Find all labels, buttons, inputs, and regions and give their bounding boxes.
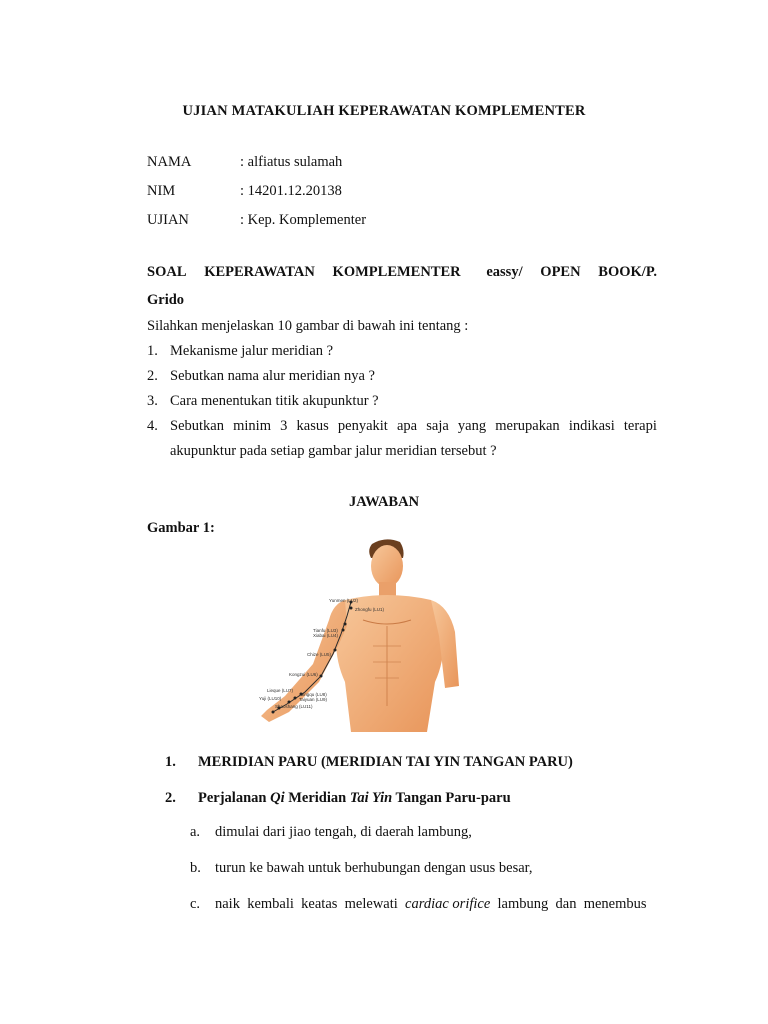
soal-word: OPEN bbox=[540, 264, 581, 280]
nama-label: NAMA bbox=[147, 154, 192, 170]
point-label: Shaoshang (LU11) bbox=[275, 704, 313, 709]
sub-item-label: b. bbox=[190, 860, 201, 876]
sub-item-text: dimulai dari jiao tengah, di daerah lambung, bbox=[215, 824, 472, 840]
nim-label: NIM bbox=[147, 183, 176, 199]
question-word: apa bbox=[396, 418, 418, 434]
point-label: Tianfu (LU3) bbox=[313, 628, 338, 633]
ujian-label: UJIAN bbox=[147, 212, 189, 228]
point-label: Jingqu (LU8) bbox=[301, 692, 327, 697]
soal-intro: Silahkan menjelaskan 10 gambar di bawah ini tentang : bbox=[147, 318, 469, 334]
question-number: 4. bbox=[147, 418, 158, 434]
point-label: Lieque (LU7) bbox=[267, 688, 294, 693]
sub-item-label: c. bbox=[190, 896, 201, 912]
question-text bbox=[170, 418, 657, 435]
point-label: Xiabai (LU4) bbox=[313, 633, 339, 638]
question-word: Sebutkan bbox=[170, 418, 224, 434]
question-text: Sebutkan nama alur meridian nya ? bbox=[170, 368, 375, 384]
sub-item-label: a. bbox=[190, 824, 201, 840]
nim-value: : 14201.12.20138 bbox=[240, 183, 342, 199]
soal-word: BOOK/P. bbox=[598, 264, 657, 280]
nama-value: : alfiatus sulamah bbox=[240, 154, 343, 170]
soal-heading bbox=[147, 264, 657, 281]
soal-word: KEPERAWATAN bbox=[204, 264, 315, 280]
soal-word: eassy/ bbox=[486, 264, 523, 280]
point-label: Yuji (LU10) bbox=[259, 696, 282, 701]
soal-word: SOAL bbox=[147, 264, 187, 280]
question-word: merupakan bbox=[495, 418, 560, 434]
ujian-value: : Kep. Komplementer bbox=[240, 212, 367, 228]
question-number: 3. bbox=[147, 393, 158, 409]
point-label: Taiyuan (LU9) bbox=[299, 697, 328, 702]
question-word: kasus bbox=[296, 418, 329, 434]
point-label: Yunmen (LU2) bbox=[329, 598, 359, 603]
answer-number: 1. bbox=[165, 754, 176, 770]
question-text: Mekanisme jalur meridian ? bbox=[170, 343, 334, 359]
question-text-cont: akupunktur pada setiap gambar jalur meridian tersebut ? bbox=[170, 443, 497, 459]
gambar-label: Gambar 1: bbox=[147, 520, 215, 536]
question-word: penyakit bbox=[337, 418, 388, 434]
question-number: 1. bbox=[147, 343, 158, 359]
document-title: UJIAN MATAKULIAH KEPERAWATAN KOMPLEMENTER bbox=[182, 103, 586, 119]
jawaban-heading: JAWABAN bbox=[348, 494, 420, 510]
sub-item-text: naik kembali keatas melewati cardiac orifice lambung dan menembus bbox=[215, 896, 647, 912]
answer-heading: Perjalanan Qi Meridian Tai Yin Tangan Paru-paru bbox=[198, 790, 511, 806]
question-word: saja bbox=[426, 418, 449, 434]
soal-word: KOMPLEMENTER bbox=[332, 264, 461, 280]
question-word: yang bbox=[457, 418, 487, 434]
question-word: 3 bbox=[280, 418, 288, 434]
question-number: 2. bbox=[147, 368, 158, 384]
point-label: Zhongfu (LU1) bbox=[355, 607, 385, 612]
answer-heading: MERIDIAN PARU (MERIDIAN TAI YIN TANGAN PARU) bbox=[198, 754, 573, 770]
point-label: Kongzui (LU6) bbox=[289, 672, 318, 677]
question-word: terapi bbox=[623, 418, 657, 434]
lung-meridian-figure bbox=[255, 536, 470, 736]
question-word: minim bbox=[233, 418, 271, 434]
question-word: indikasi bbox=[568, 418, 615, 434]
sub-item-text: turun ke bawah untuk berhubungan dengan usus besar, bbox=[215, 860, 533, 876]
soal-heading-cont: Grido bbox=[147, 292, 185, 308]
answer-number: 2. bbox=[165, 790, 176, 806]
question-text: Cara menentukan titik akupunktur ? bbox=[170, 393, 379, 409]
body-illustration bbox=[255, 536, 470, 736]
point-label: Chize (LU5) bbox=[307, 652, 332, 657]
